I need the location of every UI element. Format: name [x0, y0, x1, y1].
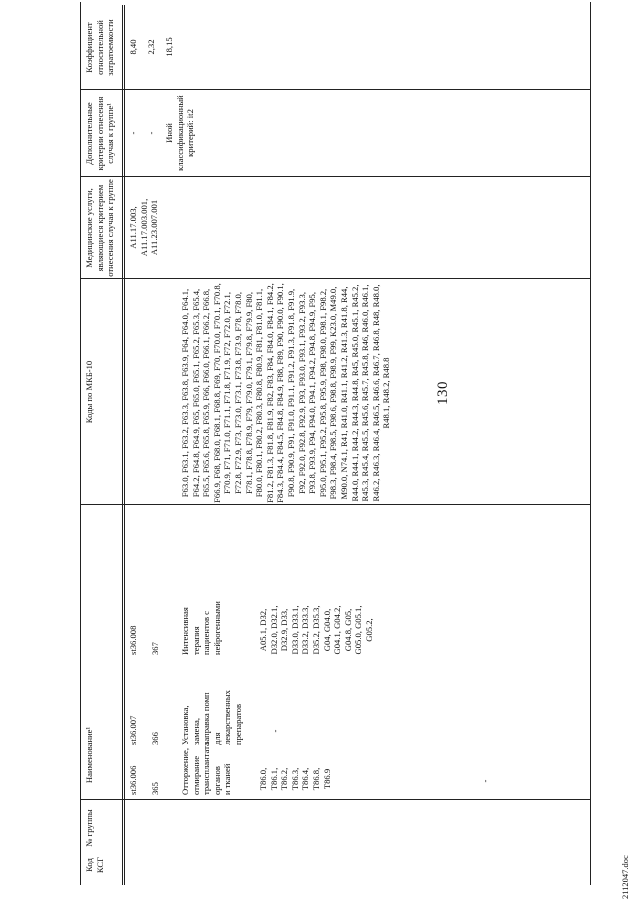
header-mkb: Коды по МКБ-10: [84, 360, 94, 424]
table-row-1-extra: -: [128, 131, 138, 135]
ksg-table: [80, 2, 590, 885]
table-row-2-mkb: -: [270, 729, 280, 733]
table-row-3-code: st36.008: [128, 625, 138, 655]
header-name: Наименование¹: [84, 726, 94, 784]
table-row-1-code: st36.006: [128, 765, 138, 795]
header-group-no: № группы: [84, 809, 94, 847]
table-row-1-services: -: [480, 779, 490, 783]
table-top-rule: [80, 2, 81, 885]
row-rule: [80, 176, 590, 177]
table-row-2-coef: 2,32: [146, 39, 156, 55]
header-coef: Коэффициент относительной затратоемкости: [84, 19, 115, 76]
row-rule: [80, 799, 590, 800]
table-row-1-name: Отторжение, отмирание трансплантата органов и тканей: [180, 742, 233, 795]
table-row-3-coef: 18,15: [164, 37, 174, 57]
table-row-2-services-value: A11.17.003, A11.17.003.001, A11.23.007.001: [128, 198, 160, 257]
header-divider-double: [124, 5, 125, 885]
row-rule: [80, 278, 590, 279]
table-row-3-name: Интенсивная терапия пациентов с нейрогенными: [180, 601, 222, 655]
footer-doc-name: 2112047.doc: [620, 855, 630, 899]
table-bottom-rule: [590, 2, 591, 885]
mkb-continuation: F63.0, F63.1, F63.2, F63.3, F63.8, F63.9, F64, F64.0, F64.1, F64.2, F64.8, F64.9, F65, F65.0, F65.1, F65.2, F65.3, F65.4, F65.5, F65.6, F65.8, F65.9, F66, F66.0, F66.1, F66.2, F66.8, F66.9, F68, F68.0, F68.1, F68.8, F69, F70, F70.0, F70.1, F70.8, F70.9, F71, F71.0, F71.1, F71.8, F71.9, F72, F72.0, F72.1, F72.8, F72.9, F73, F73.0, F73.1, F73.8, F73.9, F78, F78.0, F78.1, F78.8, F78.9, F79, F79.0, F79.1, F79.8, F79.9, F80, F80.0, F80.1, F80.2, F80.3, F80.8, F80.9, F81, F81.0, F81.1, F81.2, F81.3, F81.8, F81.9, F82, F83, F84, F84.0, F84.1, F84.2, F84.3, F84.4, F84.5, F84.8, F84.9, F88, F89, F90, F90.0, F90.1, F90.8, F90.9, F91, F91.0, F91.1, F91.2, F91.3, F91.8, F91.9, F92, F92.0, F92.8, F92.9, F93, F93.0, F93.1, F93.2, F93.3, F93.8, F93.9, F94, F94.0, F94.1, F94.2, F94.8, F94.9, F95, F95.0, F95.1, F95.2, F95.8, F95.9, F98, F98.0, F98.1, F98.2, F98.3, F98.4, F98.5, F98.6, F98.8, F98.9, F99, K23.0, M49.0, M90.0, N74.1, R41, R41.0, R41.1, R41.2, R41.3, R41.8, R44, R44.0, R44.1, R44.2, R44.3, R44.8, R45, R45.0, R45.1, R45.2, R45.3, R45.4, R45.5, R45.6, R45.7, R45.8, R46, R46.0, R46.1, R46.2, R46.3, R46.4, R46.5, R46.6, R46.7, R46.8, R48, R48.0, R48.1, R48.2, R48.8: [180, 283, 392, 503]
header-extra: Дополнительные критерии отнесения случая к группе¹: [84, 96, 115, 171]
row-rule: [80, 89, 590, 90]
table-row-3-extra: Иной классификационный критерий: it2: [164, 95, 196, 171]
header-services: Медицинские услуги, являющиеся критерием отнесения случая к группе: [84, 179, 115, 277]
table-row-3-mkb: A05.1, D32, D32.0, D32.1, D32.9, D33, D33.0, D33.1, D33.2, D33.3, D35.2, D35.3, G04, G04.0, G04.1, G04.2, G04.8, G05, G05.0, G05.1, G05.2,: [258, 605, 374, 655]
table-row-1-mkb: T86.0, T86.1, T86.2, T86.3, T86.4, T86.8, T86.9: [258, 767, 332, 791]
table-row-3-group: 367: [150, 642, 160, 655]
header-divider: [122, 5, 123, 885]
table-row-2-group: 366: [150, 732, 160, 745]
header-code-ksg: Код КСГ: [84, 856, 105, 874]
table-row-2-extra: -: [146, 131, 156, 135]
table-row-1-coef: 8,40: [128, 39, 138, 55]
table-row-2-code: st36.007: [128, 715, 138, 745]
page-number: 130: [435, 381, 451, 405]
table-row-1-group: 365: [150, 782, 160, 795]
table-row-2-name: Установка, замена, заправка помп для лекарственных препаратов: [180, 690, 243, 745]
